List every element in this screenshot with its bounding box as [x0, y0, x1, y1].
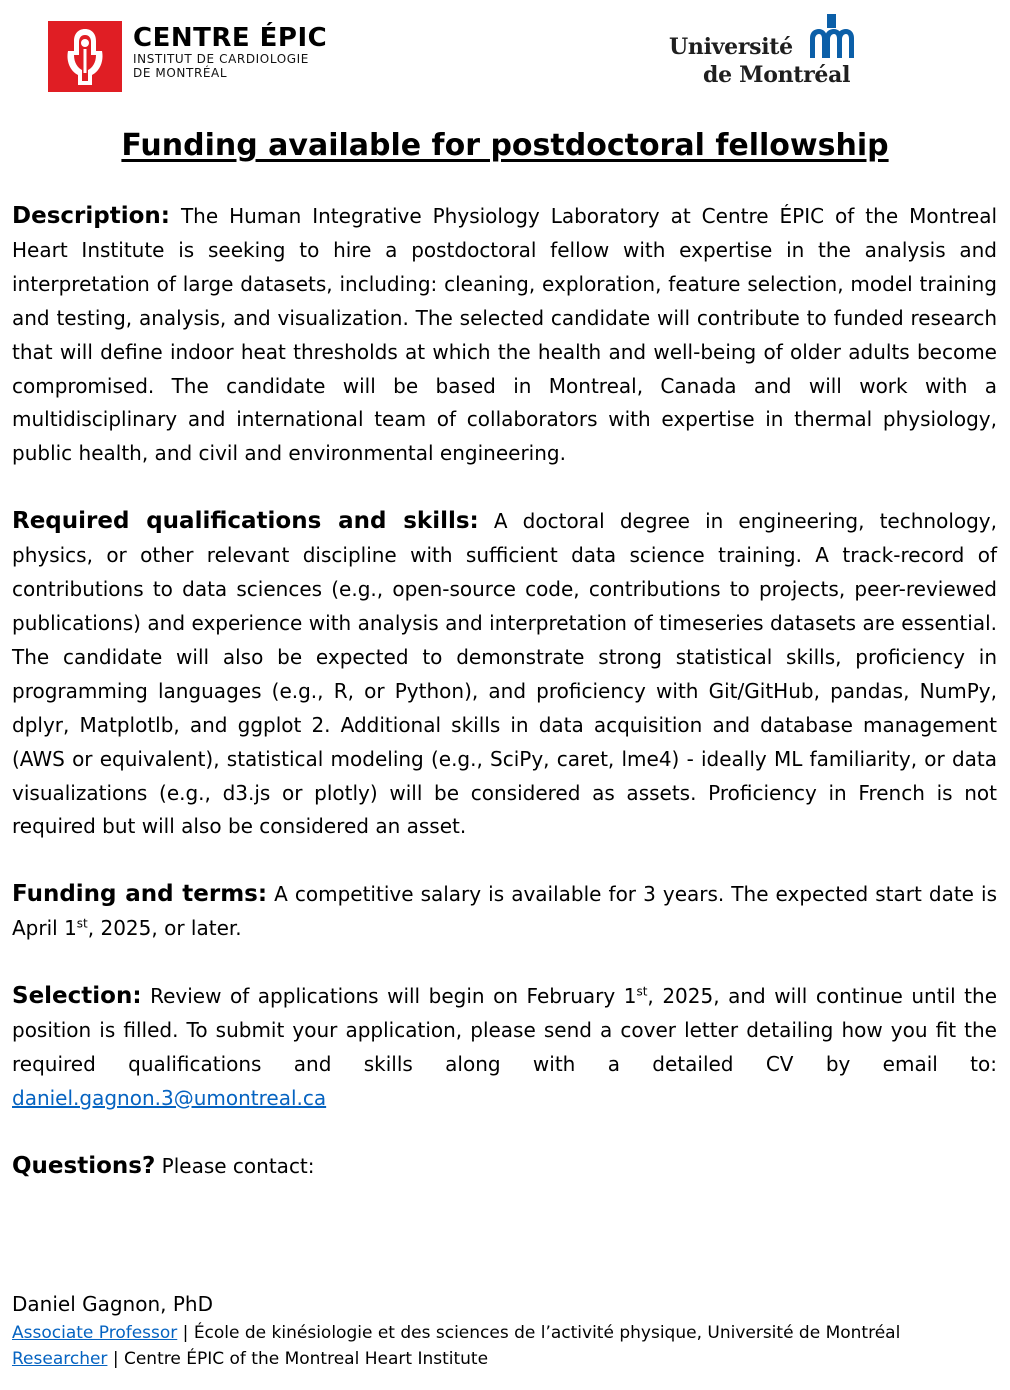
contact-block — [12, 1288, 1002, 1372]
selection-heading: Selection: — [12, 983, 142, 1010]
contact-name: Daniel Gagnon, PhD — [12, 1292, 213, 1316]
centre-epic-wordmark — [133, 24, 327, 80]
epic-figure-icon — [48, 21, 122, 92]
funding-heading: Funding and terms: — [12, 881, 268, 908]
contact-role-2-text: | Centre ÉPIC of the Montreal Heart Institute — [107, 1349, 489, 1369]
udem-line-1: Université — [669, 34, 793, 60]
epic-name: CENTRE ÉPIC — [133, 23, 328, 53]
qualifications-section — [12, 505, 997, 844]
funding-text: A competitive salary is available for 3 years. The expected start date is April 1 — [12, 882, 997, 941]
questions-section — [12, 1150, 997, 1184]
universite-de-montreal-logo — [668, 14, 858, 90]
funding-text-end: , 2025, or later. — [87, 916, 242, 941]
posting-body — [12, 200, 997, 1184]
description-heading: Description: — [12, 203, 170, 229]
qualifications-text: A doctoral degree in engineering, technology, physics, or other relevant discipline with sufficient data science training. A track-record of contributions to data sciences (e.g., open-source code, contributions to projects, peer-reviewed publications) and experience with analysis and interpretation of timeseries datasets are essential. The candidate will also be expected to demonstrate strong statistical skills, proficiency in programming languages (e.g., R, or Python), and proficiency with Git/GitHub, pandas, NumPy, dplyr, Matplotlb, and ggplot 2. Additional skills in data acquisition and database management (AWS or equivalent), statistical modeling (e.g., SciPy, caret, lme4) - ideally ML familiarity, or data visualizations (e.g., d3.js or plotly) will be considered as assets. Proficiency in French is not required but will also be considered an asset. — [12, 509, 997, 839]
centre-epic-logo-icon — [48, 21, 122, 92]
funding-sup: st — [76, 916, 88, 931]
email-link[interactable]: daniel.gagnon.3@umontreal.ca — [12, 1085, 327, 1110]
contact-role-2 — [12, 1346, 1002, 1372]
description-section — [12, 200, 997, 471]
questions-heading: Questions? — [12, 1152, 156, 1179]
qualifications-heading: Required qualifications and skills: — [12, 508, 479, 535]
funding-section — [12, 878, 997, 946]
researcher-link[interactable]: Researcher — [12, 1349, 108, 1369]
selection-text-end: , 2025, and will continue until the position is filled. To submit your application, please send a cover letter detailing how you fit the required qualifications and skills along with a detailed CV by email to: — [12, 984, 998, 1076]
questions-text: Please contact: — [161, 1153, 315, 1178]
contact-role-1 — [12, 1320, 1002, 1346]
page-title: Funding available for postdoctoral fellowship — [121, 128, 889, 163]
contact-role-1-text: | École de kinésiologie et des sciences de l’activité physique, Université de Montréal — [177, 1323, 901, 1343]
selection-section — [12, 980, 997, 1116]
epic-subtitle-1: INSTITUT DE CARDIOLOGIE — [133, 52, 309, 66]
associate-professor-link[interactable]: Associate Professor — [12, 1323, 178, 1343]
selection-sup: st — [636, 984, 648, 999]
selection-text: Review of applications will begin on February 1 — [150, 984, 637, 1009]
udem-mark-icon — [808, 14, 856, 60]
header — [0, 0, 1010, 110]
description-text: The Human Integrative Physiology Laboratory at Centre ÉPIC of the Montreal Heart Institute is seeking to hire a postdoctoral fellow with expertise in the analysis and interpretation of large datasets, including: cleaning, exploration, feature selection, model training and testing, analysis, and visualization. The selected candidate will contribute to funded research that will define indoor heat thresholds at which the health and well-being of older adults become compromised. The candidate will be based in Montreal, Canada and will work with a multidisciplinary and international team of collaborators with expertise in thermal physiology, public health, and civil and environmental engineering. — [12, 204, 998, 466]
epic-subtitle-2: DE MONTRÉAL — [133, 66, 228, 80]
udem-line-2: de Montréal — [703, 62, 851, 88]
